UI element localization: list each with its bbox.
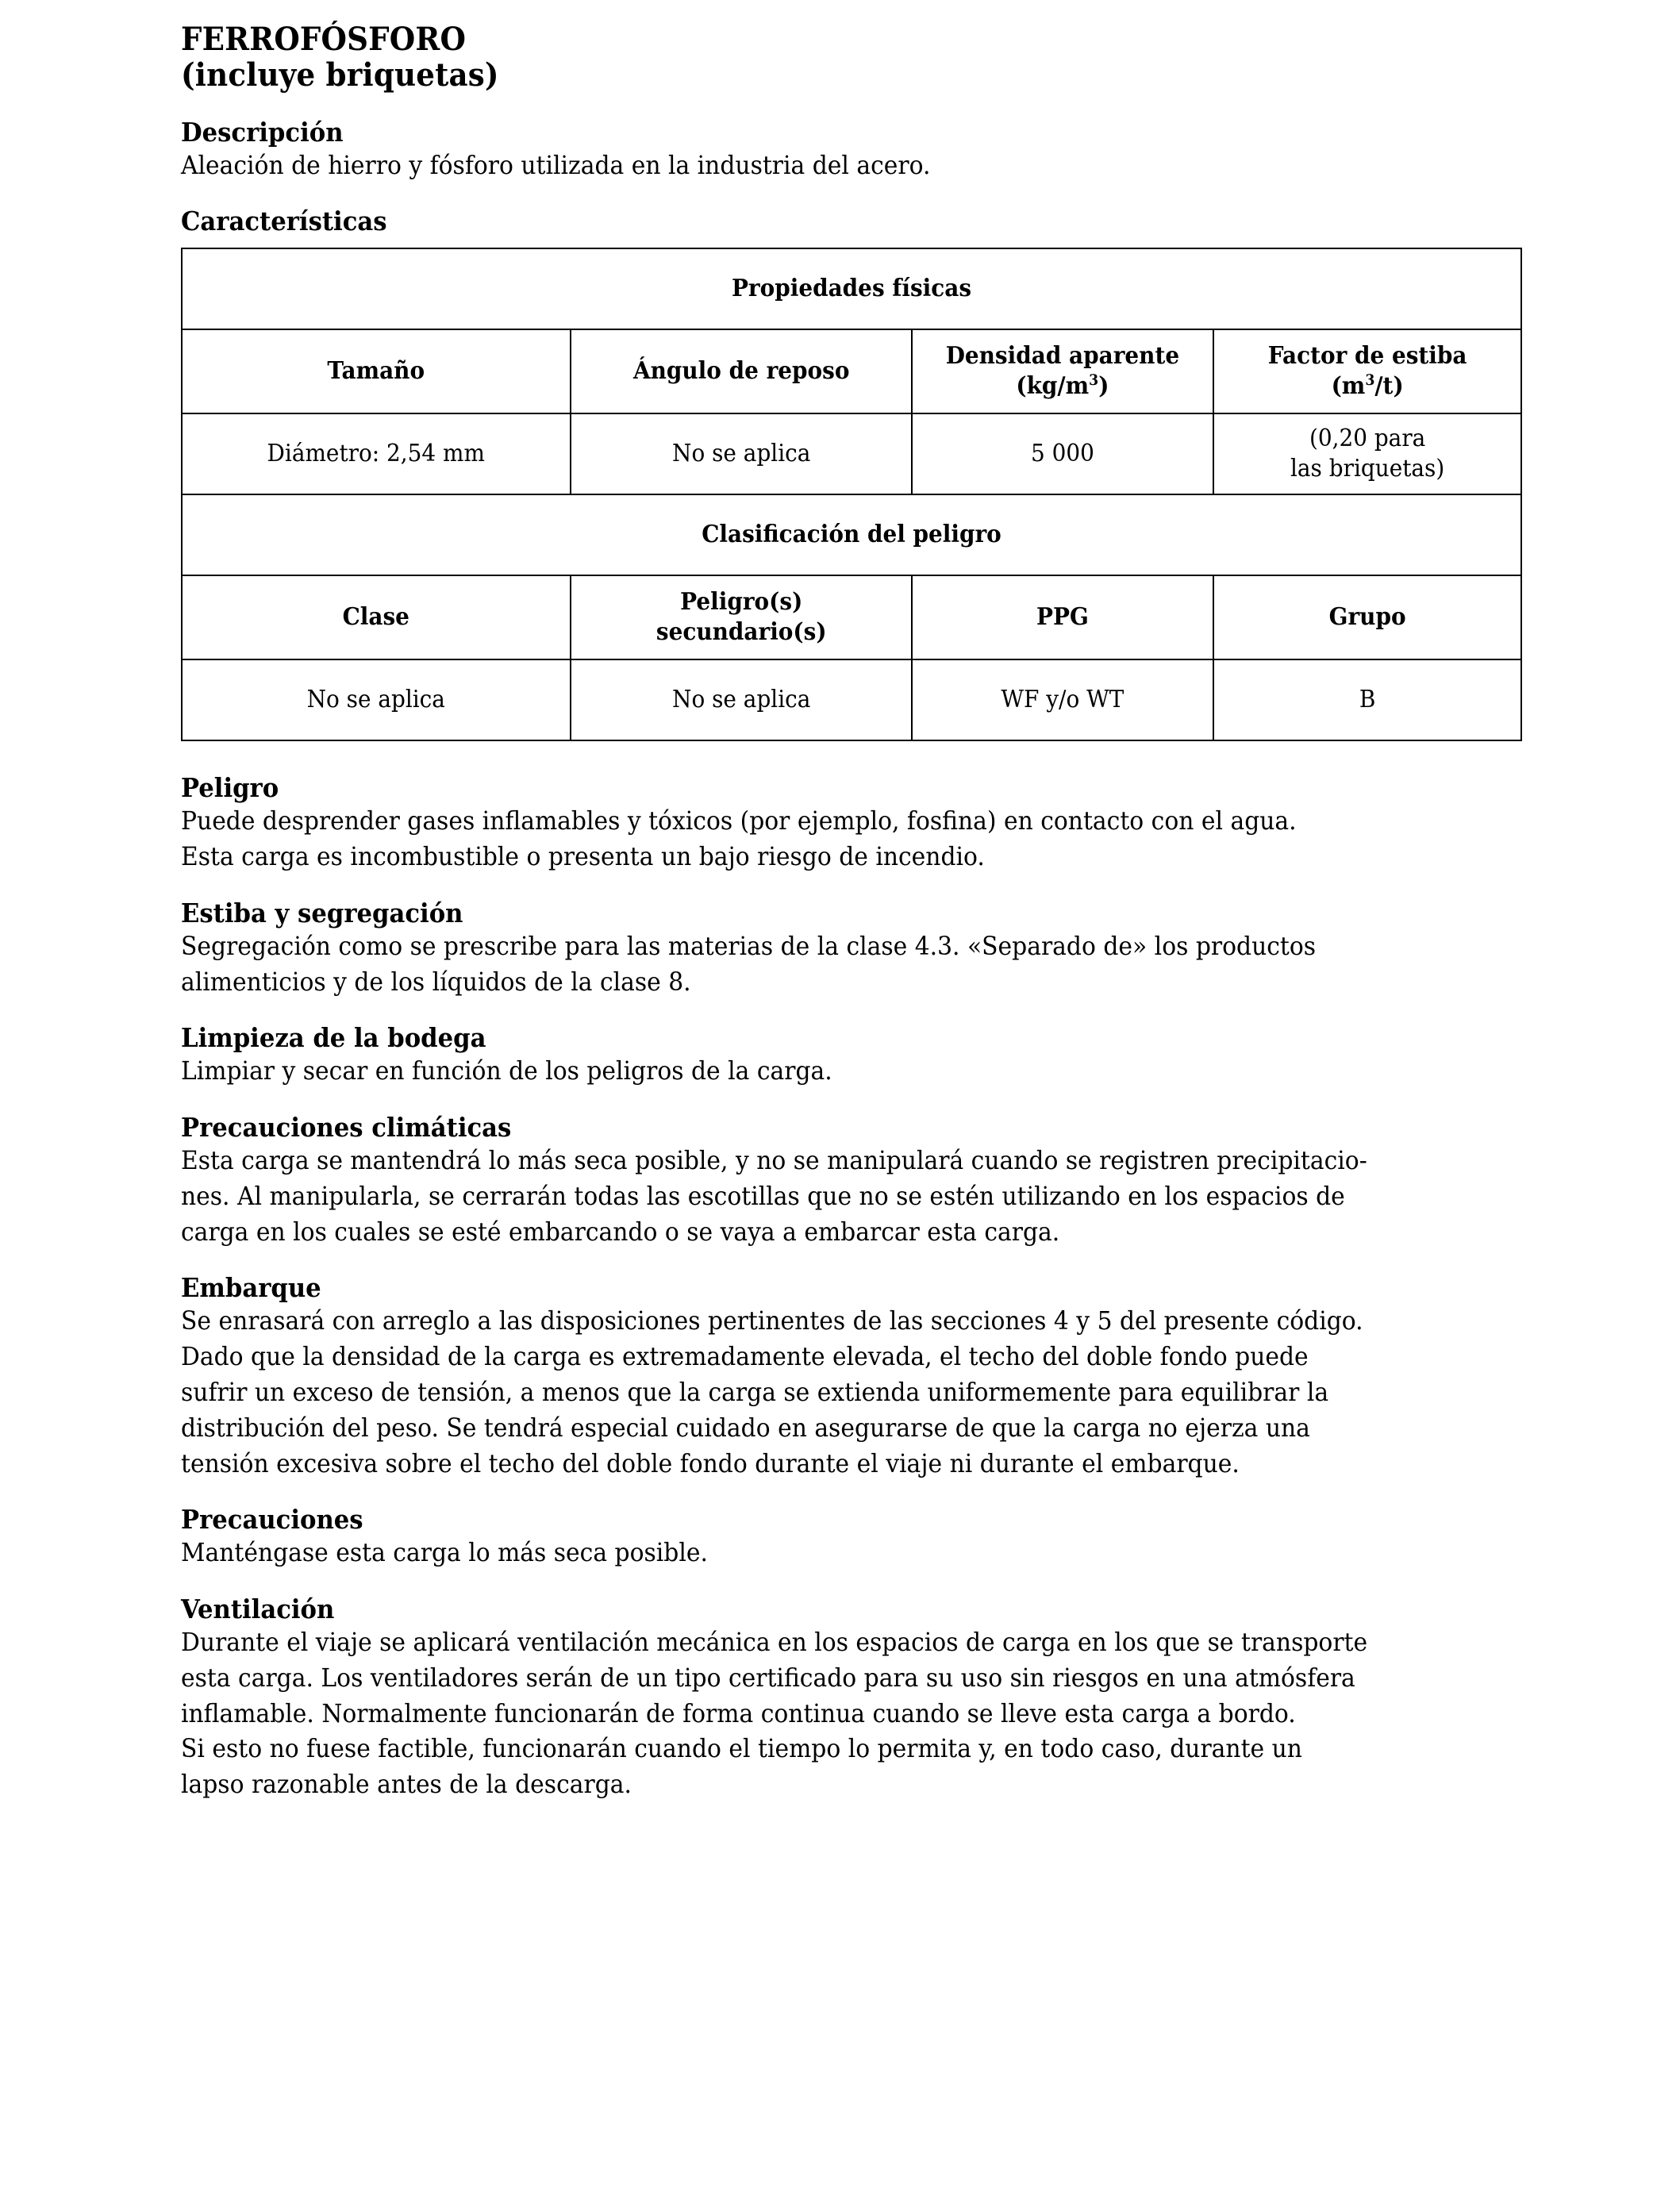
table-header-size: Tamaño bbox=[182, 329, 571, 413]
section-caracteristicas bbox=[181, 206, 1521, 741]
estiba-line-1: Segregación como se prescribe para las materias de la clase 4.3. «Separado de» los productos bbox=[181, 930, 1317, 961]
density-unit: $(kg/m^3)$ bbox=[1016, 372, 1109, 401]
table-band-hazard: Clasificación del peligro bbox=[182, 494, 1521, 575]
heading-descripcion: Descripción bbox=[181, 116, 344, 148]
title-line-1: FERROFÓSFORO bbox=[181, 21, 467, 58]
table-cell-angle-value: No se aplica bbox=[571, 413, 912, 494]
table-row bbox=[182, 575, 1521, 659]
ventilacion-line-4: Si esto no fuese factible, funcionarán cuando el tiempo lo permita y, en todo caso, durante un bbox=[181, 1733, 1302, 1764]
table-header-group: Grupo bbox=[1213, 575, 1521, 659]
ventilacion-line-5: lapso razonable antes de la descarga. bbox=[181, 1769, 632, 1800]
table-row bbox=[182, 494, 1521, 575]
table-cell-subsidiary-value: No se aplica bbox=[571, 659, 912, 740]
text-precauciones: Manténgase esta carga lo más seca posible. bbox=[181, 1537, 708, 1568]
subsidiary-line-1: Peligro(s) bbox=[679, 588, 802, 617]
table-row bbox=[182, 248, 1521, 329]
table-header-class: Clase bbox=[182, 575, 571, 659]
table-row bbox=[182, 659, 1521, 740]
table-header-mhb: PPG bbox=[912, 575, 1213, 659]
precauciones-climaticas-line-2: nes. Al manipularla, se cerrarán todas las escotillas que no se estén utilizando en los espacios de bbox=[181, 1180, 1345, 1211]
table-cell-density-value: 5 000 bbox=[912, 413, 1213, 494]
table-band-physical: Propiedades físicas bbox=[182, 248, 1521, 329]
table-cell-group-value: B bbox=[1213, 659, 1521, 740]
embarque-line-3: sufrir un exceso de tensión, a menos que la carga se extienda uniformemente para equilibrar la bbox=[181, 1376, 1329, 1407]
section-precauciones-climaticas bbox=[181, 1113, 1521, 1249]
ventilacion-line-2: esta carga. Los ventiladores serán de un tipo certificado para su uso sin riesgos en una atmósfera bbox=[181, 1662, 1355, 1693]
section-precauciones bbox=[181, 1505, 1521, 1571]
heading-estiba-segregacion: Estiba y segregación bbox=[181, 897, 463, 928]
text-limpieza-bodega: Limpiar y secar en función de los peligros de la carga. bbox=[181, 1055, 832, 1086]
section-embarque bbox=[181, 1273, 1521, 1481]
text-estiba-segregacion bbox=[181, 928, 1521, 1000]
heading-limpieza-bodega: Limpieza de la bodega bbox=[181, 1022, 486, 1054]
table-header-subsidiary bbox=[571, 575, 912, 659]
table-cell-mhb-value: WF y/o WT bbox=[912, 659, 1213, 740]
title-line-2: (incluye briquetas) bbox=[181, 56, 499, 94]
table-cell-class-value: No se aplica bbox=[182, 659, 571, 740]
density-label: Densidad aparente bbox=[945, 342, 1180, 371]
stowage-unit: $(m^3/t)$ bbox=[1331, 372, 1404, 401]
table-header-angle: Ángulo de reposo bbox=[571, 329, 912, 413]
ventilacion-line-1: Durante el viaje se aplicará ventilación mecánica en los espacios de carga en los que se transporte bbox=[181, 1626, 1368, 1657]
embarque-line-1: Se enrasará con arreglo a las disposiciones pertinentes de las secciones 4 y 5 del presente código. bbox=[181, 1305, 1363, 1336]
table-header-density bbox=[912, 329, 1213, 413]
heading-peligro: Peligro bbox=[181, 772, 279, 804]
peligro-line-1: Puede desprender gases inflamables y tóxicos (por ejemplo, fosfina) en contacto con el agua. bbox=[181, 805, 1297, 836]
embarque-line-2: Dado que la densidad de la carga es extremadamente elevada, el techo del doble fondo puede bbox=[181, 1341, 1309, 1372]
heading-precauciones-climaticas: Precauciones climáticas bbox=[181, 1112, 512, 1144]
section-limpieza-bodega bbox=[181, 1023, 1521, 1089]
stowage-value-line-2: las briquetas) bbox=[1290, 455, 1445, 483]
section-peligro bbox=[181, 773, 1521, 875]
text-embarque bbox=[181, 1303, 1521, 1481]
embarque-line-4: distribución del peso. Se tendrá especial cuidado en asegurarse de que la carga no ejerza una bbox=[181, 1412, 1310, 1443]
stowage-label: Factor de estiba bbox=[1267, 342, 1467, 371]
estiba-line-2: alimenticios y de los líquidos de la clase 8. bbox=[181, 966, 691, 997]
peligro-line-2: Esta carga es incombustible o presenta un bajo riesgo de incendio. bbox=[181, 841, 985, 871]
text-precauciones-climaticas bbox=[181, 1143, 1521, 1249]
table-header-stowage bbox=[1213, 329, 1521, 413]
table-row bbox=[182, 413, 1521, 494]
precauciones-climaticas-line-3: carga en los cuales se esté embarcando o se vaya a embarcar esta carga. bbox=[181, 1216, 1060, 1247]
page-title bbox=[181, 22, 1428, 94]
table-row bbox=[182, 329, 1521, 413]
text-descripcion: Aleación de hierro y fósforo utilizada en la industria del acero. bbox=[181, 149, 931, 180]
subsidiary-line-2: secundario(s) bbox=[655, 618, 827, 647]
section-descripcion bbox=[181, 117, 1521, 183]
precauciones-climaticas-line-1: Esta carga se mantendrá lo más seca posible, y no se manipulará cuando se registren precipitacio- bbox=[181, 1145, 1367, 1175]
stowage-value-line-1: (0,20 para bbox=[1309, 425, 1426, 453]
table-cell-stowage-value bbox=[1213, 413, 1521, 494]
text-ventilacion bbox=[181, 1624, 1521, 1802]
section-ventilacion bbox=[181, 1594, 1521, 1802]
table-cell-size-value: Diámetro: 2,54 mm bbox=[182, 413, 571, 494]
section-estiba-segregacion bbox=[181, 898, 1521, 1000]
heading-caracteristicas: Características bbox=[181, 206, 387, 237]
text-peligro bbox=[181, 803, 1521, 875]
embarque-line-5: tensión excesiva sobre el techo del doble fondo durante el viaje ni durante el embarque. bbox=[181, 1448, 1240, 1478]
characteristics-table bbox=[181, 248, 1522, 741]
heading-ventilacion: Ventilación bbox=[181, 1594, 335, 1625]
heading-precauciones: Precauciones bbox=[181, 1504, 363, 1536]
ventilacion-line-3: inflamable. Normalmente funcionarán de forma continua cuando se lleve esta carga a bordo. bbox=[181, 1697, 1296, 1728]
heading-embarque: Embarque bbox=[181, 1272, 321, 1304]
